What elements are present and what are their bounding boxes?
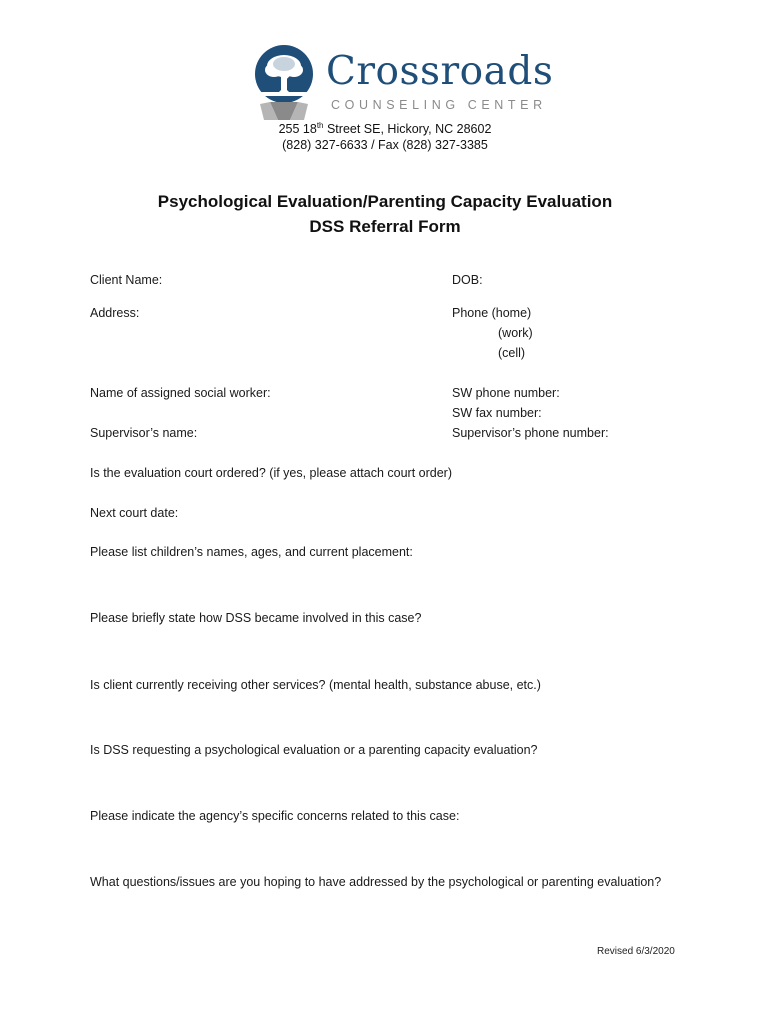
sw-phone-label: SW phone number: — [452, 386, 560, 400]
children-question: Please list children’s names, ages, and current placement: — [90, 545, 413, 559]
evaluation-type-question: Is DSS requesting a psychological evaluation or a parenting capacity evaluation? — [90, 743, 538, 757]
phone-home-label: Phone (home) — [452, 306, 532, 320]
logo — [250, 44, 554, 120]
court-ordered-question: Is the evaluation court ordered? (if yes, please attach court order) — [90, 466, 452, 480]
form-title: Psychological Evaluation/Parenting Capacity Evaluation — [157, 192, 613, 211]
revised-date: Revised 6/3/2020 — [597, 946, 675, 957]
address-street: Street SE, Hickory, NC 28602 — [323, 122, 492, 136]
address-label: Address: — [90, 306, 140, 320]
form-subtitle: DSS Referral Form — [309, 217, 461, 236]
address-ordinal: th — [316, 120, 324, 130]
street-address — [0, 121, 770, 137]
supervisor-name-label: Supervisor’s name: — [90, 426, 198, 440]
concerns-question: Please indicate the agency’s specific concerns related to this case: — [90, 809, 460, 823]
client-name-label: Client Name: — [90, 273, 163, 287]
address-number: 255 18 — [278, 122, 317, 136]
phone-cell-label: (cell) — [498, 346, 526, 360]
brand-subtitle: COUNSELING CENTER — [331, 98, 547, 112]
brand-name: Crossroads — [326, 49, 554, 94]
dob-label: DOB: — [452, 273, 483, 287]
tree-emblem-icon — [250, 44, 318, 120]
phone-work-label: (work) — [498, 326, 533, 340]
sw-fax-label: SW fax number: — [452, 406, 542, 420]
other-services-question: Is client currently receiving other services? (mental health, substance abuse, etc.) — [90, 678, 541, 692]
phone-fax-line: (828) 327-6633 / Fax (828) 327-3385 — [282, 138, 488, 152]
next-court-date-label: Next court date: — [90, 506, 179, 520]
issues-question: What questions/issues are you hoping to have addressed by the psychological or parenting evaluation? — [90, 875, 662, 889]
supervisor-phone-label: Supervisor’s phone number: — [452, 426, 609, 440]
social-worker-label: Name of assigned social worker: — [90, 386, 271, 400]
dss-involved-question: Please briefly state how DSS became involved in this case? — [90, 611, 422, 625]
